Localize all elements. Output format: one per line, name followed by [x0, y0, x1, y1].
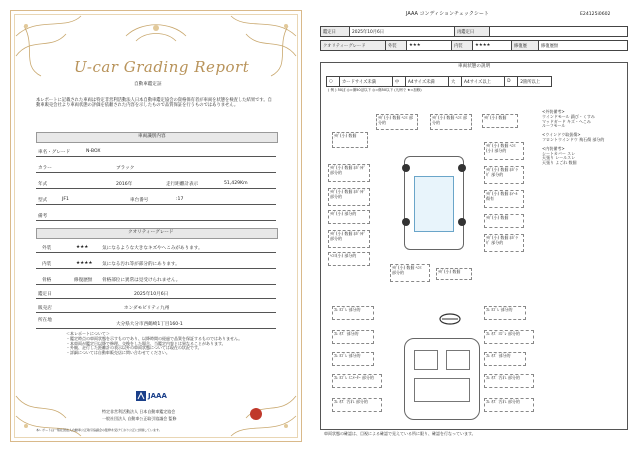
- remark-line: ・外観、走行した距離計の表示以外の車両状態については現在の状況です。: [66, 345, 202, 351]
- remark-line: ・鑑定時点の車両状態を示すものであり、以降時間の経過で品質を保証するものではありません。: [66, 335, 243, 341]
- row-divider: [36, 204, 276, 205]
- damage-label: ﾗｷﾞ(小) 数個 ﾎｶﾞﾗｷﾞ 部分的: [330, 231, 366, 241]
- legend-symbol: 大: [449, 77, 462, 87]
- row-divider: [36, 298, 276, 299]
- year-label: 年式: [38, 182, 48, 187]
- exterior-label: 外装: [386, 41, 407, 51]
- row-divider: [36, 268, 276, 269]
- legend-table: [326, 76, 552, 87]
- interior-label: ｽﾚ ｷｽﾞ ﾖｺﾞﾚ 部分的: [486, 331, 520, 336]
- date-label: 鑑定日: [38, 292, 52, 297]
- seat-icon: [414, 350, 438, 370]
- interior-label: ｽﾚ ｷｽﾞ 汚れ 部分的: [334, 399, 368, 404]
- date-label: 鑑定日: [321, 27, 350, 37]
- certificate-footnote: 本レポートは一般社団法人自動車公正取引協議会の監修を受けており公正に評価しています。: [36, 428, 162, 432]
- car-windows: [414, 176, 454, 232]
- note-line: 天張り よごれ 数個: [542, 160, 577, 166]
- exterior-label: 外装: [42, 246, 52, 251]
- color-label: カラー: [38, 166, 52, 171]
- damage-label: ﾗｷﾞ(小) 数個 ﾎｲｰﾙ 傷有: [486, 191, 518, 201]
- condition-check-sheet: [318, 6, 630, 446]
- tire-icon: [458, 218, 466, 226]
- damage-label: ﾗｷﾞ(小) 数個 ﾎｶﾞﾗｷﾞ 部分的: [330, 189, 366, 199]
- chassis-label: 車台番号: [130, 198, 149, 203]
- notes-label: 備考: [38, 214, 48, 219]
- steering-wheel-icon: [438, 312, 462, 326]
- sheet-title: JAAA コンディションチェックシート: [406, 11, 489, 17]
- damage-label: ﾗｷﾞ(小) 数個 ﾍｺﾐ 部分的: [378, 115, 413, 125]
- address-value: 大分県大分市西鶴崎1丁目160-1: [116, 322, 183, 327]
- repair-value: 修復歴無: [539, 41, 628, 51]
- note-line: ウインドモール 錆び・くすみ: [542, 113, 595, 119]
- mileage-label: 走行距離計表示: [166, 182, 199, 187]
- legend-symbol: ○: [327, 77, 340, 87]
- logo-text: JAAA: [148, 392, 167, 400]
- damage-label: ﾗｷﾞ(小) 数個: [334, 133, 357, 138]
- certificate-title: U-car Grading Report: [74, 58, 250, 76]
- grading-certificate: [6, 6, 306, 446]
- interior-text: 気になる汚れ等が部分的にあります。: [102, 262, 180, 267]
- remarks-list: [66, 332, 266, 356]
- seal-stamp-icon: [250, 408, 262, 420]
- legend-text: A4サイズ未満: [405, 77, 448, 87]
- note-line: 天張り レールスレ: [542, 155, 576, 161]
- grade-table: [320, 40, 628, 51]
- organization-line-2: 一般社団法人 自動車公正取引協議会 監修: [102, 416, 177, 421]
- chassis-value: :17: [176, 197, 184, 202]
- damage-label: ﾍｺﾐ(小) 部分的: [330, 253, 357, 258]
- damage-label: ﾗｷﾞ(小) 数個 ﾍｺﾐ(小) 部分的: [486, 143, 516, 153]
- row-divider: [36, 220, 276, 221]
- interior-label: ｽﾚ ﾖｺﾞﾚ 部分的: [486, 307, 513, 312]
- rear-seat-icon: [414, 378, 470, 402]
- store-value: ホンダモビリティ九州: [124, 306, 170, 311]
- interior-label: ｽﾚ ﾖｺﾞﾚ 部分的: [334, 307, 361, 312]
- interior-stars: ★★★★: [76, 261, 93, 266]
- interior-label: ｽﾚ ｷｽﾞ 部分的: [334, 331, 359, 336]
- year-value: 2016年: [116, 182, 133, 187]
- damage-label: ﾗｷﾞ(小) 数個 ﾎｶﾞﾗｷﾞ 部分的: [486, 167, 518, 177]
- note-line: フロントウインドウ 飛石傷 部分的: [542, 136, 605, 142]
- seat-icon: [446, 350, 470, 370]
- legend-text: 2箇所以上: [518, 77, 552, 87]
- quality-section-title: クオリティーグレード: [128, 230, 174, 235]
- damage-label: ﾗｷﾞ(小) 数個: [484, 115, 507, 120]
- row-divider: [36, 252, 276, 253]
- mileage-value: 51,429Km: [224, 181, 248, 186]
- vehicle-section-title: 車両識別内容: [138, 134, 166, 139]
- tire-icon: [458, 164, 466, 172]
- interior-label: ｽﾚ ﾖｺﾞﾚ 部分的: [334, 353, 361, 358]
- damage-label: ﾗｷﾞ(小) 数個 ﾎｶﾞﾗｷﾞ 部分的: [330, 165, 366, 175]
- note-line: <ウインドウ取扱傷>: [542, 132, 581, 138]
- damage-label: ﾗｷﾞ(小) 部分的: [330, 211, 357, 216]
- damage-label: ﾗｷﾞ(小) 数個: [438, 269, 461, 274]
- sheet-footer-note: 車両状態の確認は、目視による確認で見えている所に限り、確認を行なっています。: [324, 431, 476, 436]
- name-label: 車名・グレード: [38, 150, 71, 155]
- model-value: JF1: [62, 197, 69, 202]
- row-divider: [36, 188, 276, 189]
- name-value: N-BOX: [86, 149, 101, 154]
- sheet-header-table: [320, 26, 628, 37]
- date-value: 2025年10月6日: [134, 292, 169, 297]
- row-divider: [36, 156, 276, 157]
- jaaa-logo: [136, 390, 176, 402]
- date-value: 2025年10月6日: [350, 27, 455, 37]
- organization-line-1: 特定非営利活動法人 日本自動車鑑定協会: [102, 409, 176, 414]
- damage-label: ﾗｷﾞ(小) 数個 ﾍｺﾐ 部分的: [432, 115, 467, 125]
- note-line: ルーフモール: [542, 123, 566, 129]
- legend-note: ( 例 ) 50ぼ ◎=傷50ぼ以下 ◎=傷50以下 (凡例で ★=加修): [328, 88, 422, 92]
- diagram-title: 車両状態の説明: [458, 64, 491, 69]
- row-divider: [36, 284, 276, 285]
- legend-symbol: 中: [392, 77, 405, 87]
- remark-line: ・詳細については自動車販売店に問い合わせてください。: [66, 350, 170, 356]
- certificate-subtitle: 自動車鑑定証: [134, 82, 162, 87]
- remark-line: ・本車両が鑑定日以降で修理、交換をした場合、当鑑定内容とは異なることがあります。: [66, 340, 226, 346]
- interior-label: ｽﾚ ｷｽﾞ 部分的: [486, 353, 511, 358]
- document-id: E24125i0602: [580, 12, 611, 17]
- reappraisal-value: [490, 27, 628, 37]
- damage-label: ﾗｷﾞ(小) 数個: [486, 215, 509, 220]
- repair-value: 修復歴無: [74, 278, 93, 283]
- reappraisal-label: 再鑑定日: [455, 27, 490, 37]
- tire-icon: [402, 164, 410, 172]
- address-label: 所在地: [38, 318, 52, 323]
- legend-text: カードサイズ未満: [340, 77, 393, 87]
- store-label: 販売店: [38, 306, 52, 311]
- jaaa-emblem-icon: [136, 391, 146, 401]
- color-value: ブラック: [116, 166, 135, 171]
- note-line: マッドガード キズ・へこみ: [542, 118, 591, 124]
- row-divider: [36, 172, 276, 173]
- exterior-text: 気になるような大きなキズやへこみがあります。: [102, 246, 203, 251]
- interior-label: ｽﾚ ｷｽﾞ 汚れ 部分的: [486, 375, 520, 380]
- interior-label: ｽﾚ ｷｽﾞ 汚れ 部分的: [486, 399, 520, 404]
- model-label: 型式: [38, 198, 48, 203]
- repair-label: 修復歴: [512, 41, 539, 51]
- note-line: シートカバー スレ: [542, 150, 576, 156]
- note-line: <外装備考>: [542, 109, 565, 114]
- interior-label: 内装: [42, 262, 52, 267]
- row-divider: [36, 328, 276, 329]
- legend-symbol: D: [505, 77, 518, 87]
- legend-text: A4サイズ以上: [462, 77, 505, 87]
- note-line: <内装備考>: [542, 145, 565, 151]
- exterior-stars: ★★★: [407, 41, 452, 51]
- row-divider: [36, 312, 276, 313]
- grade-label: クオリティーグレード: [321, 41, 386, 51]
- damage-label: ﾗｷﾞ(小) 数個 ﾍｺﾐ 部分的: [392, 265, 422, 275]
- damage-label: ﾗｷﾞ(小) 数個 ﾎｶﾞﾗｷﾞ 部分的: [486, 235, 518, 245]
- tire-icon: [402, 218, 410, 226]
- remark-line: ＜本レポートについて＞: [66, 331, 110, 336]
- certificate-intro: 本レポートに記載された車両は特定非営利活動法人日本自動車鑑定協会の資格保有者が車両を状態を検査した結果です。自動車販売会社より車両状態の評価を依頼された内容を示したもので品質保証を行うものではありません。: [36, 98, 272, 109]
- repair-text: 骨格部位に異常は見受けられません。: [102, 278, 181, 283]
- repair-label: 骨格: [42, 278, 52, 283]
- exterior-stars: ★★★: [76, 245, 89, 250]
- interior-label: 内装: [452, 41, 473, 51]
- exterior-notes: [542, 110, 622, 166]
- interior-label: ｽﾚ ﾖｺﾞﾚ ﾐﾆﾒｰﾀｰ 部分的: [334, 375, 374, 380]
- interior-stars: ★★★★: [473, 41, 512, 51]
